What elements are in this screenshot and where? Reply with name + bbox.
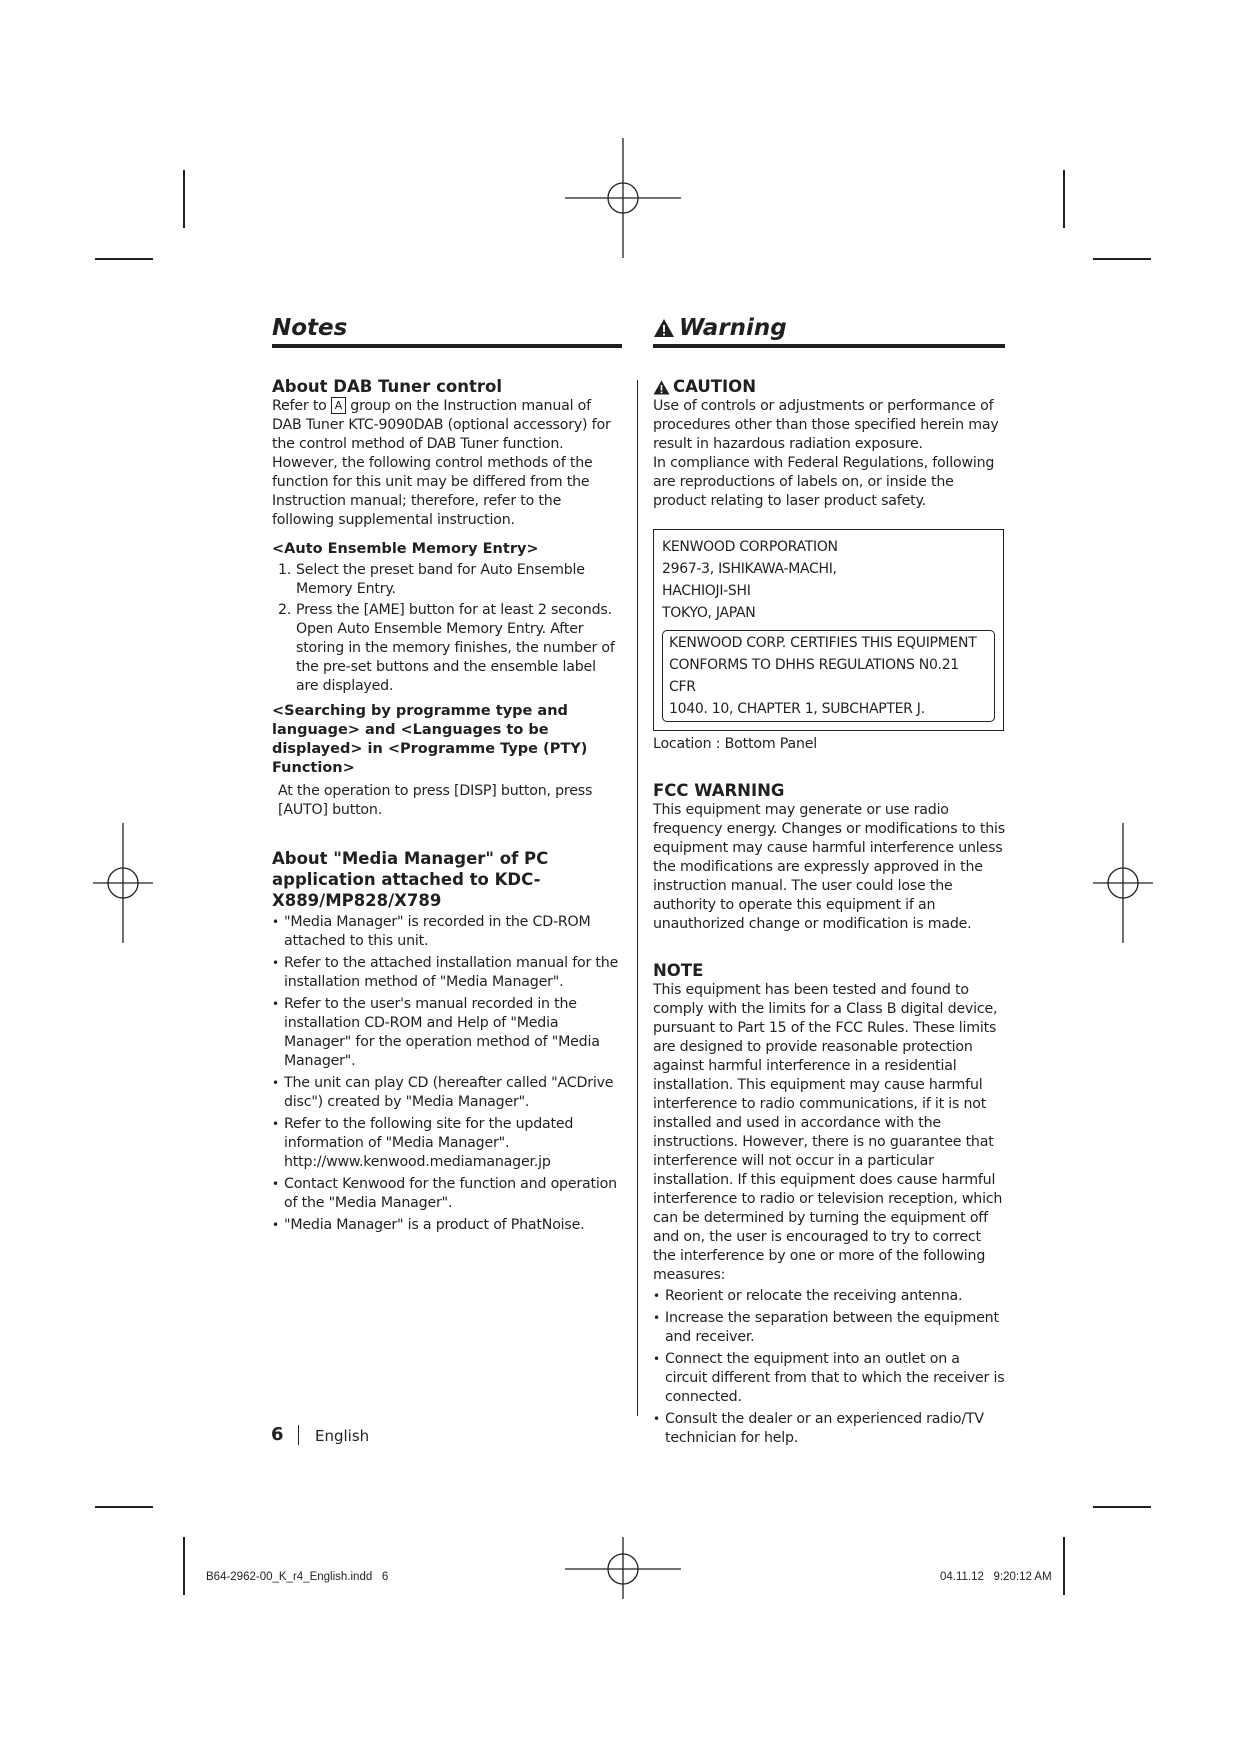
- list-item: • "Media Manager" is a product of PhatNoise.: [272, 1216, 622, 1235]
- media-section-title: About "Media Manager" of PC application attached to KDC-X889/MP828/X789: [272, 849, 549, 910]
- note-title: NOTE: [653, 961, 704, 980]
- note-bullets: [653, 1287, 1005, 1448]
- ame-step: 1. Select the preset band for Auto Ensemble Memory Entry.: [278, 562, 585, 597]
- group-letter-box: A: [331, 397, 346, 414]
- crop-mark: [1093, 258, 1151, 260]
- search-subheading: <Searching by programme type and language> and <Languages to be displayed> in <Programme Type (PTY) Function>: [272, 703, 588, 776]
- registration-mark-bottom: [565, 1537, 681, 1599]
- warning-column: [653, 315, 1005, 1451]
- dab-paragraph-2: However, the following control methods of the function for this unit may be differed from the Instruction manual; therefore, refer to the following supplemental instruction.: [272, 455, 593, 528]
- registration-mark-left: [93, 823, 153, 943]
- label-line: TOKYO, JAPAN: [662, 605, 756, 621]
- list-item: • Contact Kenwood for the function and operation of the "Media Manager".: [272, 1175, 622, 1213]
- registration-mark-right: [1093, 823, 1153, 943]
- crop-mark: [1093, 1506, 1151, 1508]
- warning-triangle-icon: [653, 318, 675, 338]
- registration-mark-top: [565, 138, 681, 258]
- list-item: • "Media Manager" is recorded in the CD-ROM attached to this unit.: [272, 913, 622, 951]
- note-text: This equipment has been tested and found to comply with the limits for a Class B digital device, pursuant to Part 15 of the FCC Rules. These limits are designed to provide reasonable protection against harmful interference in a residential installation. This equipment may cause harmful interference to radio communications, if it is not installed and used in accordance with the instructions. However, there is no guarantee that interference will not occur in a particular installation. If this equipment does cause harmful interference to radio or television reception, which can be determined by turning the equipment off and on, the user is encouraged to try to correct the interference by one or more of the following measures:: [653, 982, 1003, 1283]
- caution-title: CAUTION: [653, 376, 1005, 397]
- warning-heading: [653, 315, 1005, 348]
- list-item: • Connect the equipment into an outlet on a circuit different from that to which the receiver is connected.: [653, 1350, 1005, 1407]
- cert-line: 1040. 10, CHAPTER 1, SUBCHAPTER J.: [669, 701, 925, 717]
- caution-paragraph-2: In compliance with Federal Regulations, following are reproductions of labels on, or inside the product relating to laser product safety.: [653, 455, 995, 509]
- page-number: 6: [271, 1424, 284, 1445]
- notes-heading-text: Notes: [272, 315, 348, 341]
- fcc-warning-text: This equipment may generate or use radio frequency energy. Changes or modifications to this equipment may cause harmful interference unless the modifications are expressly approved in the instruction manual. The user could lose the authority to operate this equipment if an unauthorized change or modification is made.: [653, 802, 1005, 932]
- caution-triangle-icon: [653, 379, 670, 394]
- crop-mark: [95, 1506, 153, 1508]
- column-divider: [637, 380, 638, 1416]
- fcc-warning-title: FCC WARNING: [653, 781, 785, 800]
- ame-subheading: <Auto Ensemble Memory Entry>: [272, 541, 539, 557]
- dab-section-title: About DAB Tuner control: [272, 377, 502, 396]
- crop-mark: [183, 1537, 185, 1595]
- crop-mark: [1063, 1537, 1065, 1595]
- list-item: • Refer to the user's manual recorded in the installation CD-ROM and Help of "Media Manager" for the operation method of "Media Manager".: [272, 995, 622, 1071]
- notes-column: [272, 315, 622, 1238]
- list-item: • The unit can play CD (hereafter called "ACDrive disc") created by "Media Manager".: [272, 1074, 622, 1112]
- crop-mark: [1063, 170, 1065, 228]
- print-slug-date: 04.11.12 9:20:12 AM: [940, 1571, 1052, 1583]
- footer-separator: [298, 1425, 299, 1445]
- crop-mark: [95, 258, 153, 260]
- warning-heading-text: Warning: [679, 315, 787, 341]
- certification-box: [662, 630, 995, 722]
- notes-heading: [272, 315, 622, 348]
- crop-mark: [183, 170, 185, 228]
- search-text: At the operation to press [DISP] button, press [AUTO] button.: [278, 783, 593, 818]
- print-slug-file: B64-2962-00_K_r4_English.indd 6: [206, 1571, 389, 1583]
- footer-language: English: [315, 1427, 370, 1445]
- caution-paragraph-1: Use of controls or adjustments or performance of procedures other than those specified herein may result in hazardous radiation exposure.: [653, 398, 999, 452]
- ame-step: 2. Press the [AME] button for at least 2 seconds. Open Auto Ensemble Memory Entry. After storing in the memory finishes, the number of the pre-set buttons and the ensemble label are displayed.: [278, 602, 615, 694]
- label-line: 2967-3, ISHIKAWA-MACHI,: [662, 561, 837, 577]
- dab-paragraph-1: Refer to A group on the Instruction manual of DAB Tuner KTC-9090DAB (optional accessory) for the control method of DAB Tuner function.: [272, 398, 611, 452]
- ame-steps: [272, 561, 622, 696]
- cert-line: KENWOOD CORP. CERTIFIES THIS EQUIPMENT: [669, 635, 977, 651]
- list-item: • Consult the dealer or an experienced radio/TV technician for help.: [653, 1410, 1005, 1448]
- label-line: KENWOOD CORPORATION: [662, 539, 838, 555]
- list-item: • Refer to the attached installation manual for the installation method of "Media Manager".: [272, 954, 622, 992]
- list-item: • Increase the separation between the equipment and receiver.: [653, 1309, 1005, 1347]
- list-item: • Refer to the following site for the updated information of "Media Manager". http://www.kenwood.mediamanager.jp: [272, 1115, 622, 1172]
- cert-line: CONFORMS TO DHHS REGULATIONS N0.21 CFR: [669, 657, 959, 695]
- media-bullets: [272, 913, 622, 1235]
- list-item: • Reorient or relocate the receiving antenna.: [653, 1287, 1005, 1306]
- laser-label-box: [653, 529, 1004, 731]
- label-line: HACHIOJI-SHI: [662, 583, 751, 599]
- label-location: Location : Bottom Panel: [653, 736, 818, 752]
